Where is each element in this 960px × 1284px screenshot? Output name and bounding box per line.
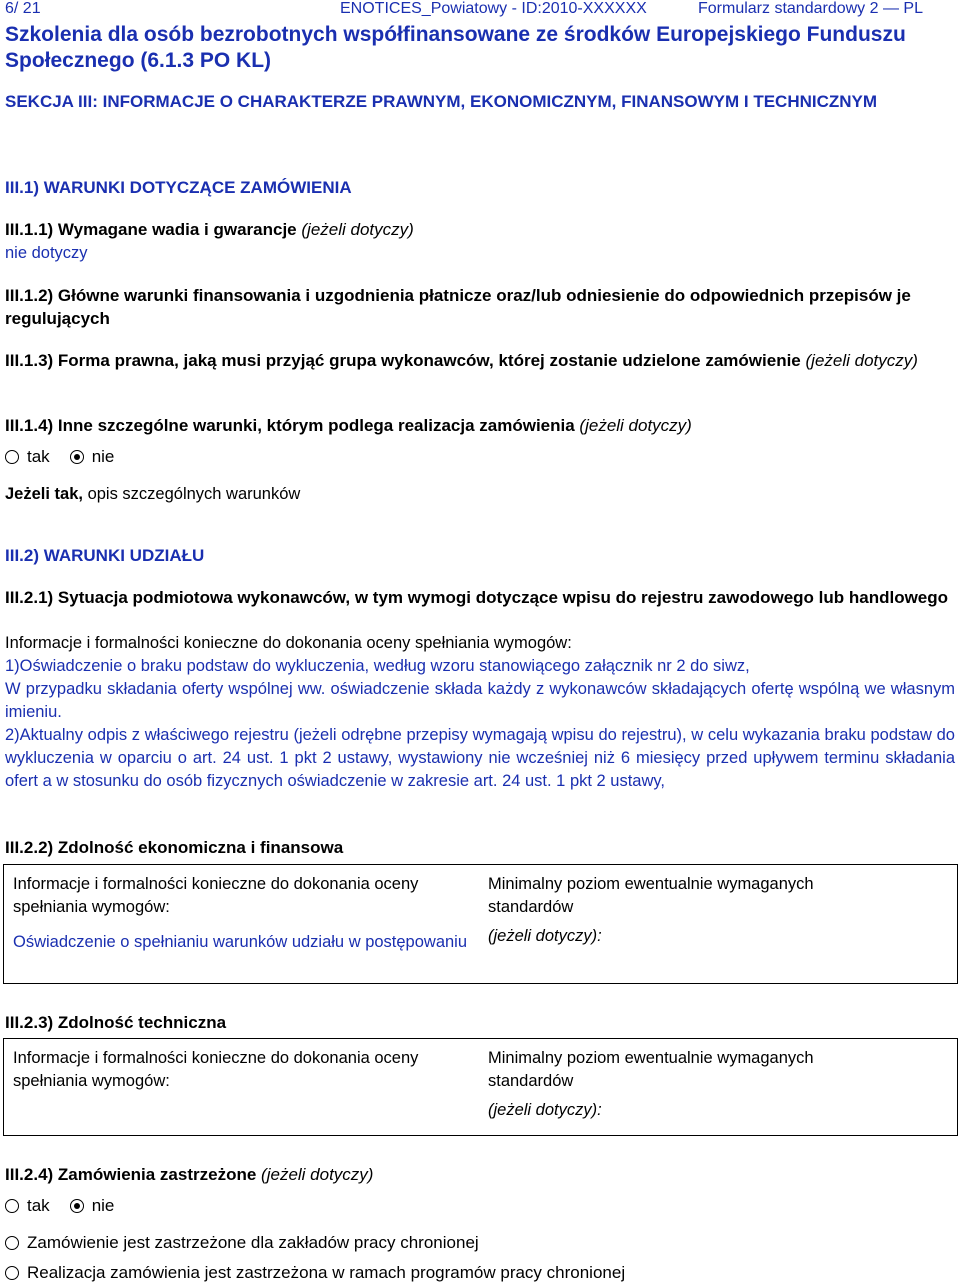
iii2-3-box <box>3 1038 958 1136</box>
iii2-2-right-note: (jeżeli dotyczy): <box>488 927 602 945</box>
radio-nie[interactable] <box>70 450 84 464</box>
radio-tak[interactable] <box>5 450 19 464</box>
iii2-2-left-value: Oświadczenie o spełnianiu warunków udziału w postępowaniu <box>13 933 468 951</box>
radio-tak-label: tak <box>27 447 50 466</box>
iii2-4-heading <box>5 1163 955 1186</box>
iii2-3-right-note: (jeżeli dotyczy): <box>488 1101 602 1119</box>
iii2-1-line2: W przypadku składania oferty wspólnej ww. oświadczenie składa każdy z wykonawców składających ofertę wspólną we własnym imieniu. <box>5 680 955 721</box>
iii2-4-label: III.2.4) Zamówienia zastrzeżone <box>5 1165 257 1184</box>
iii1-4-description-prefix: Jeżeli tak, <box>5 485 83 503</box>
iii1-4-note: (jeżeli dotyczy) <box>579 416 692 435</box>
iii1-1-value: nie dotyczy <box>5 244 88 262</box>
iii2-3-heading: III.2.3) Zdolność techniczna <box>5 1013 227 1032</box>
iii1-4-description-rest: opis szczególnych warunków <box>87 485 301 503</box>
iii1-3-heading <box>5 349 955 372</box>
iii1-1-heading <box>5 218 955 241</box>
section-heading: SEKCJA III: INFORMACJE O CHARAKTERZE PRAWNYM, EKONOMICZNYM, FINANSOWYM I TECHNICZNYM <box>5 92 878 111</box>
iii2-1-line1: 1)Oświadczenie o braku podstaw do wykluczenia, według wzoru stanowiącego załącznik nr 2 do siwz, <box>5 657 750 675</box>
iii2-1-info: Informacje i formalności konieczne do dokonania oceny spełniania wymogów: <box>5 634 572 652</box>
radio-reserved-1[interactable] <box>5 1236 19 1250</box>
reserved-option-2 <box>5 1262 625 1284</box>
iii2-2-heading: III.2.2) Zdolność ekonomiczna i finansowa <box>5 838 344 857</box>
iii2-heading: III.2) WARUNKI UDZIAŁU <box>5 546 205 565</box>
iii1-4-options <box>5 446 114 468</box>
iii2-4-note: (jeżeli dotyczy) <box>261 1165 374 1184</box>
radio-nie-2[interactable] <box>70 1199 84 1213</box>
iii2-1-heading: III.2.1) Sytuacja podmiotowa wykonawców, w tym wymogi dotyczące wpisu do rejestru zawodowego lub handlowego <box>5 588 949 607</box>
iii1-1-label: III.1.1) Wymagane wadia i gwarancje <box>5 220 297 239</box>
iii1-1-note: (jeżeli dotyczy) <box>301 220 414 239</box>
iii2-2-right-label: Minimalny poziom ewentualnie wymaganych standardów <box>488 875 814 916</box>
document-id: ENOTICES_Powiatowy - ID:2010-XXXXXX <box>340 0 647 17</box>
radio-tak-2-label: tak <box>27 1196 50 1215</box>
reserved-option-2-label: Realizacja zamówienia jest zastrzeżona w ramach programów pracy chronionej <box>27 1263 626 1282</box>
iii1-heading: III.1) WARUNKI DOTYCZĄCE ZAMÓWIENIA <box>5 178 352 197</box>
iii1-4-description <box>5 483 955 506</box>
iii2-2-left-label: Informacje i formalności konieczne do dokonania oceny spełniania wymogów: <box>13 875 419 916</box>
notice-title: Szkolenia dla osób bezrobotnych współfinansowane ze środków Europejskiego Funduszu Społecznego (6.1.3 PO KL) <box>5 23 906 72</box>
reserved-option-1 <box>5 1232 479 1254</box>
page-number: 6/ 21 <box>5 0 41 17</box>
radio-nie-2-label: nie <box>91 1196 115 1215</box>
radio-nie-label: nie <box>91 447 115 466</box>
form-name: Formularz standardowy 2 — PL <box>698 0 923 17</box>
iii2-4-options <box>5 1195 114 1217</box>
page-header <box>0 0 960 20</box>
iii2-3-left-label: Informacje i formalności konieczne do dokonania oceny spełniania wymogów: <box>13 1049 419 1090</box>
iii1-3-note: (jeżeli dotyczy) <box>805 351 918 370</box>
iii1-4-label: III.1.4) Inne szczególne warunki, którym podlega realizacja zamówienia <box>5 416 575 435</box>
iii1-2-heading: III.1.2) Główne warunki finansowania i uzgodnienia płatnicze oraz/lub odniesienie do odpowiednich przepisów je regulujących <box>5 286 911 328</box>
iii2-1-line3: 2)Aktualny odpis z właściwego rejestru (jeżeli odrębne przepisy wymagają wpisu do rejestru), w celu wykazania braku podstaw do wykluczenia w oparciu o art. 24 ust. 1 pkt 2 ustawy, wystawiony nie wcześniej niż 6 miesięcy przed upływem terminu składania ofert a w stosunku do osób fizycznych oświadczenie w zakresie art. 24 ust. 1 pkt 2 ustawy, <box>5 726 955 790</box>
radio-tak-2[interactable] <box>5 1199 19 1213</box>
reserved-option-1-label: Zamówienie jest zastrzeżone dla zakładów pracy chronionej <box>27 1233 479 1252</box>
radio-reserved-2[interactable] <box>5 1266 19 1280</box>
iii1-4-heading <box>5 414 955 437</box>
iii1-3-label: III.1.3) Forma prawna, jaką musi przyjąć grupa wykonawców, której zostanie udzielone zamówienie <box>5 351 801 370</box>
iii2-3-right-label: Minimalny poziom ewentualnie wymaganych standardów <box>488 1049 814 1090</box>
iii2-2-box <box>3 864 958 984</box>
